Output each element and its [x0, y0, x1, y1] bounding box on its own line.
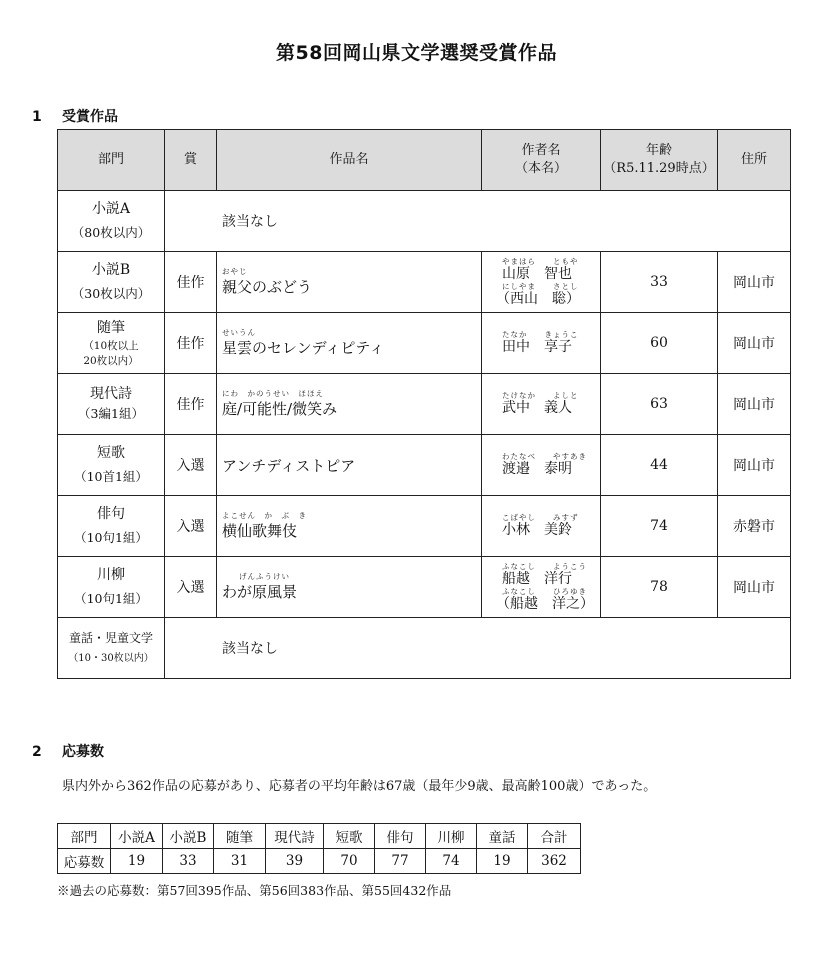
counts-header-cell: 随筆 [214, 824, 266, 849]
counts-header-row [58, 824, 581, 849]
age-cell: 60 [601, 313, 718, 374]
dept-name: 現代詩 [90, 386, 132, 403]
no-award-text: 該当なし [222, 641, 278, 657]
work-cell [217, 496, 482, 557]
age-cell: 74 [601, 496, 718, 557]
work-title: 星雲のセレンディピティ [222, 339, 385, 357]
dept-name: 川柳 [97, 567, 125, 584]
author-name: 渡邉 泰明 [502, 461, 572, 478]
counts-value-cell: 362 [528, 849, 581, 874]
dept-name: 小説B [91, 262, 131, 279]
age-cell: 78 [601, 557, 718, 618]
work-cell [217, 313, 482, 374]
counts-header-cell: 童話 [477, 824, 528, 849]
author-cell [482, 313, 601, 374]
section-heading-awards [32, 106, 118, 126]
dept-name: 俳句 [97, 506, 125, 523]
work-ruby: げんふうけい [222, 572, 290, 581]
prize-cell: 入選 [165, 496, 217, 557]
author-cell [482, 435, 601, 496]
work-ruby: にわ かのうせい ほほえ [222, 389, 324, 398]
header-age [601, 130, 718, 191]
work-ruby: せいうん [222, 328, 256, 337]
prize-cell: 入選 [165, 557, 217, 618]
no-award-cell [165, 191, 791, 252]
real-name: （西山 聡） [496, 291, 580, 307]
section-number: 2 [32, 744, 42, 760]
dept-limit: （10・30枚以内） [68, 652, 154, 664]
author-ruby: わたなべ やすあき [502, 452, 587, 462]
author-name: 小林 美鈴 [502, 522, 572, 539]
counts-value-cell: 77 [375, 849, 426, 874]
dept-cell [58, 374, 165, 435]
prize-cell: 入選 [165, 435, 217, 496]
counts-value-cell: 19 [477, 849, 528, 874]
counts-value-cell: 33 [163, 849, 214, 874]
work-title: わが原風景 [222, 583, 298, 601]
counts-value-cell: 31 [214, 849, 266, 874]
age-cell: 33 [601, 252, 718, 313]
header-dept: 部門 [58, 130, 165, 191]
address-cell: 赤磐市 [718, 496, 791, 557]
counts-value-cell: 70 [324, 849, 375, 874]
work-ruby: よこせん か ぶ き [222, 511, 307, 520]
header-author [482, 130, 601, 191]
dept-cell [58, 435, 165, 496]
header-work: 作品名 [217, 130, 482, 191]
dept-cell [58, 313, 165, 374]
counts-value-cell: 74 [426, 849, 477, 874]
table-row [58, 618, 791, 679]
entries-summary: 県内外から362作品の応募があり、応募者の平均年齢は67歳（最年少9歳、最高齢100歳）であった。 [62, 779, 657, 794]
author-name: 武中 義人 [502, 400, 572, 417]
age-cell: 63 [601, 374, 718, 435]
counts-value-row [58, 849, 581, 874]
counts-header-cell: 小説A [111, 824, 163, 849]
author-cell [482, 374, 601, 435]
work-title: 横仙歌舞伎 [222, 522, 298, 540]
counts-header-cell: 俳句 [375, 824, 426, 849]
dept-cell [58, 252, 165, 313]
counts-header-cell: 現代詩 [266, 824, 324, 849]
table-header-row [58, 130, 791, 191]
dept-name: 随筆 [97, 320, 125, 337]
address-cell: 岡山市 [718, 435, 791, 496]
header-prize: 賞 [165, 130, 217, 191]
dept-limit: （3編1組） [78, 406, 144, 422]
author-ruby: たなか きょうこ [502, 330, 579, 340]
author-cell [482, 557, 601, 618]
section-label: 応募数 [62, 744, 104, 760]
table-row [58, 252, 791, 313]
real-name-ruby: ふなこし ひろゆき [502, 587, 587, 596]
dept-name: 短歌 [97, 445, 125, 462]
address-cell: 岡山市 [718, 557, 791, 618]
author-ruby: やまはら ともや [502, 256, 579, 266]
table-row [58, 191, 791, 252]
work-title: 親父のぶどう [222, 278, 313, 296]
dept-cell [58, 191, 165, 252]
dept-limit: （10首1組） [74, 469, 148, 485]
counts-header-cell: 小説B [163, 824, 214, 849]
work-title: 庭/可能性/微笑み [222, 400, 338, 418]
dept-name: 童話・児童文学 [68, 631, 153, 646]
counts-header-cell: 合計 [528, 824, 581, 849]
work-cell [217, 557, 482, 618]
author-ruby: たけなか よしと [502, 391, 579, 401]
real-name-ruby: にしやま さとし [502, 282, 579, 291]
prize-cell: 佳作 [165, 252, 217, 313]
table-row [58, 313, 791, 374]
prize-cell: 佳作 [165, 374, 217, 435]
table-row [58, 496, 791, 557]
header-age-line2: （R5.11.29時点） [603, 161, 715, 176]
table-row [58, 435, 791, 496]
dept-name: 小説A [91, 201, 131, 218]
header-age-line1: 年齢 [645, 143, 672, 159]
past-entries-note: ※過去の応募数：第57回395作品、第56回383作品、第55回432作品 [57, 883, 452, 898]
header-author-line1: 作者名 [521, 143, 561, 159]
dept-limit: （10句1組） [74, 591, 148, 607]
entries-count-table [57, 823, 581, 874]
author-cell [482, 496, 601, 557]
dept-limit-line2: 20枚以内） [83, 354, 139, 367]
work-ruby: おやじ [222, 267, 248, 276]
header-address: 住所 [718, 130, 791, 191]
header-author-line2: （本名） [514, 161, 567, 176]
counts-header-cell: 部門 [58, 824, 111, 849]
dept-cell [58, 557, 165, 618]
author-ruby: ふなこし ようこう [502, 561, 587, 571]
author-name: 船越 洋行 [502, 570, 572, 587]
section-label: 受賞作品 [62, 109, 118, 125]
work-title: アンチディストピア [222, 456, 356, 475]
address-cell: 岡山市 [718, 313, 791, 374]
author-cell [482, 252, 601, 313]
counts-header-cell: 短歌 [324, 824, 375, 849]
author-name: 山原 智也 [502, 265, 572, 282]
page-title: 第58回岡山県文学選奨受賞作品 [276, 42, 557, 64]
address-cell: 岡山市 [718, 252, 791, 313]
dept-limit: （80枚以内） [71, 225, 151, 241]
section-heading-entries [32, 741, 104, 761]
counts-header-cell: 川柳 [426, 824, 477, 849]
prize-cell: 佳作 [165, 313, 217, 374]
author-ruby: こばやし みすず [502, 513, 579, 523]
work-cell [217, 252, 482, 313]
work-cell [217, 374, 482, 435]
table-row [58, 557, 791, 618]
no-award-text: 該当なし [222, 214, 278, 230]
counts-value-cell: 応募数 [58, 849, 111, 874]
counts-value-cell: 19 [111, 849, 163, 874]
counts-value-cell: 39 [266, 849, 324, 874]
dept-limit-line1: （10枚以上 [83, 340, 139, 353]
address-cell: 岡山市 [718, 374, 791, 435]
dept-limit: （30枚以内） [71, 286, 151, 302]
dept-cell [58, 496, 165, 557]
real-name: （船越 洋之） [496, 596, 594, 612]
table-row [58, 374, 791, 435]
no-award-cell [165, 618, 791, 679]
dept-limit: （10句1組） [74, 530, 148, 546]
dept-cell [58, 618, 165, 679]
age-cell: 44 [601, 435, 718, 496]
author-name: 田中 享子 [502, 339, 572, 356]
work-cell [217, 435, 482, 496]
awards-table [57, 129, 791, 679]
section-number: 1 [32, 109, 42, 125]
